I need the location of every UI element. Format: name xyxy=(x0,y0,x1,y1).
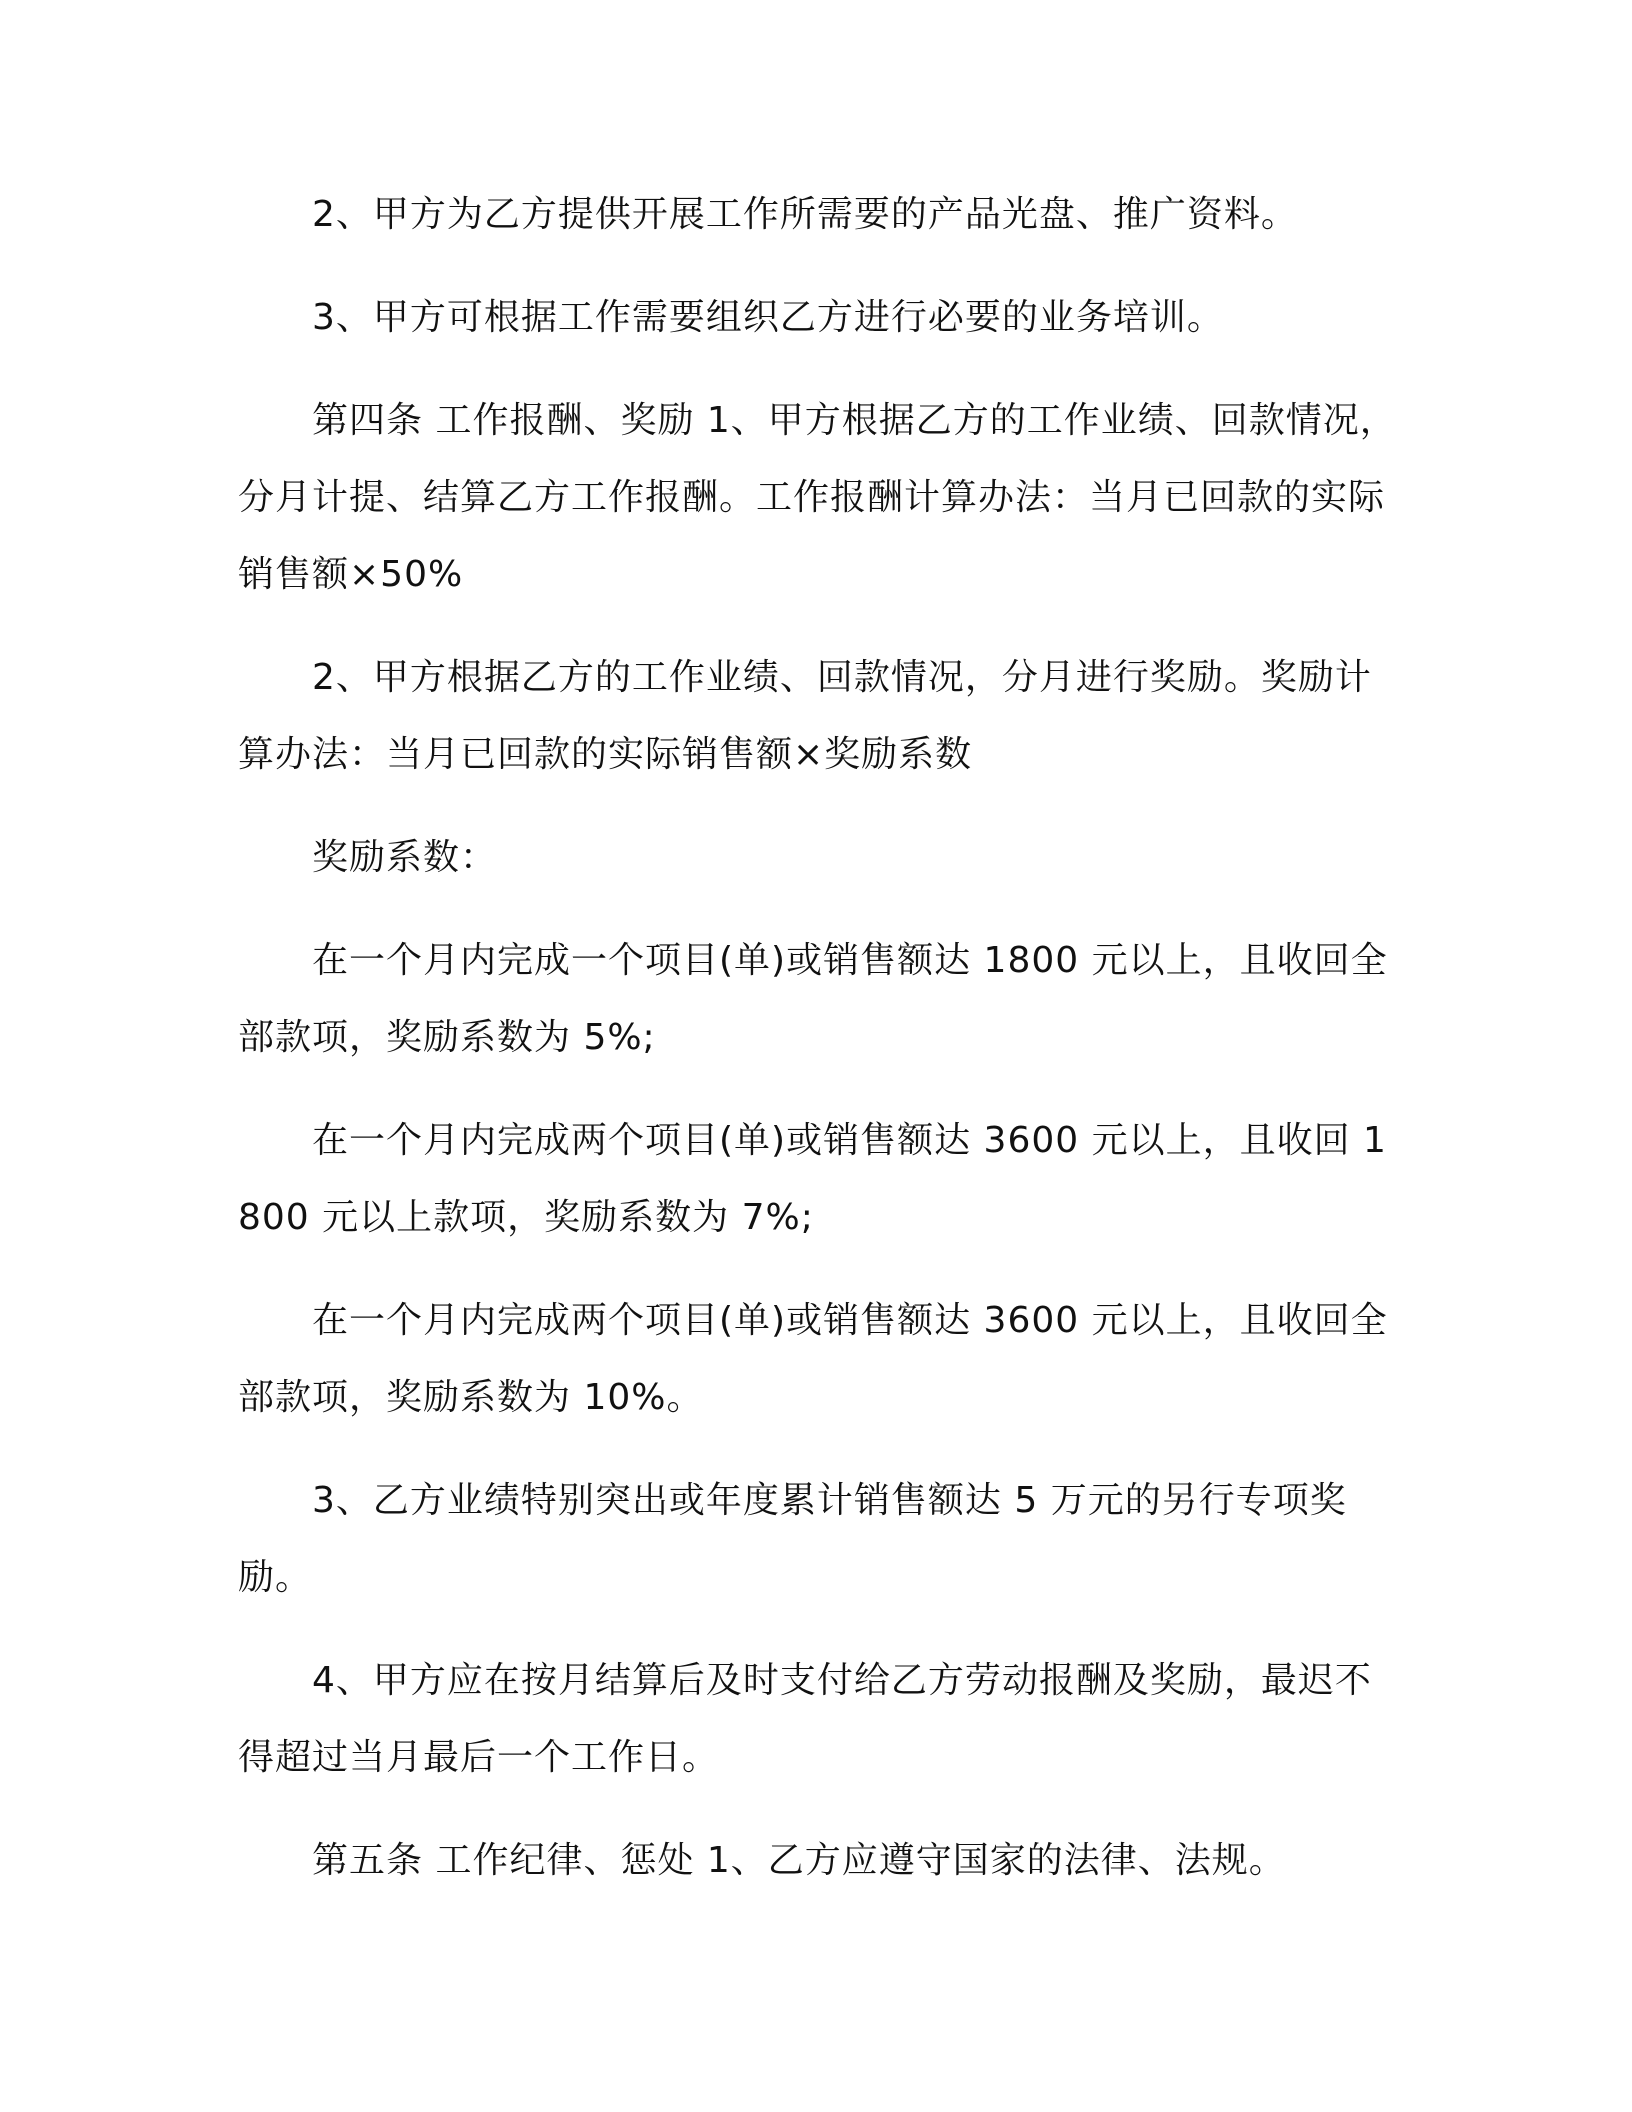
paragraph-monthly-reward: 2、甲方根据乙方的工作业绩、回款情况，分月进行奖励。奖励计算办法：当月已回款的实际销售额×奖励系数 xyxy=(238,657,1372,775)
document-body xyxy=(238,176,1398,1925)
paragraph-payment-deadline: 4、甲方应在按月结算后及时支付给乙方劳动报酬及奖励，最迟不得超过当月最后一个工作日。 xyxy=(238,1660,1372,1778)
paragraph-reward-10-percent: 在一个月内完成两个项目(单)或销售额达 3600 元以上，且收回全部款项，奖励系数为 10%。 xyxy=(238,1300,1388,1418)
paragraph-article-4-compensation: 第四条 工作报酬、奖励 1、甲方根据乙方的工作业绩、回款情况，分月计提、结算乙方工作报酬。工作报酬计算办法：当月已回款的实际销售额×50% xyxy=(238,400,1397,595)
paragraph-special-reward: 3、乙方业绩特别突出或年度累计销售额达 5 万元的另行专项奖励。 xyxy=(238,1480,1347,1598)
paragraph-training: 3、甲方可根据工作需要组织乙方进行必要的业务培训。 xyxy=(312,297,1224,338)
paragraph-reward-coefficient-heading: 奖励系数： xyxy=(312,837,498,878)
paragraph-reward-5-percent: 在一个月内完成一个项目(单)或销售额达 1800 元以上，且收回全部款项，奖励系数为 5%; xyxy=(238,940,1388,1058)
paragraph-provide-materials: 2、甲方为乙方提供开展工作所需要的产品光盘、推广资料。 xyxy=(312,194,1298,235)
paragraph-reward-7-percent: 在一个月内完成两个项目(单)或销售额达 3600 元以上，且收回 1800 元以上款项，奖励系数为 7%; xyxy=(238,1120,1387,1238)
paragraph-article-5-discipline: 第五条 工作纪律、惩处 1、乙方应遵守国家的法律、法规。 xyxy=(312,1840,1286,1881)
